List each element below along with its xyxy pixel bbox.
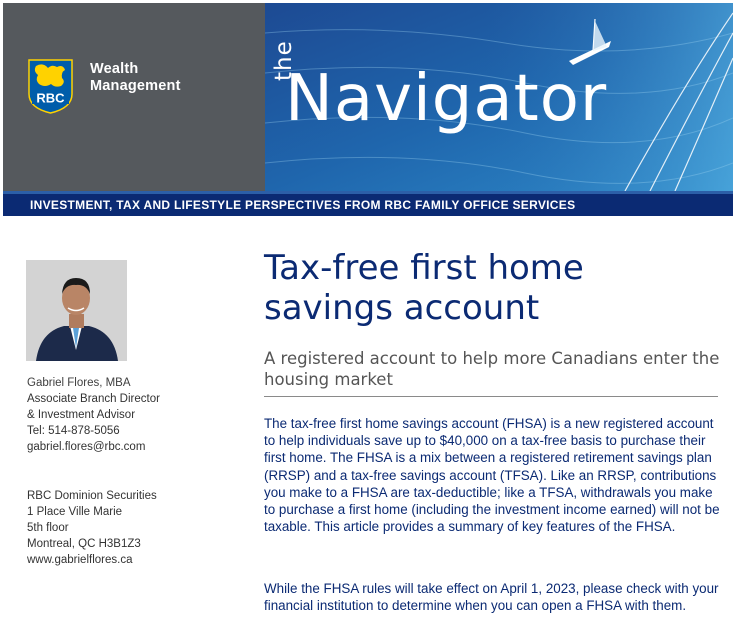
masthead-title: Navigator <box>285 62 608 136</box>
division-line-2: Management <box>90 78 181 94</box>
address-line-1: 1 Place Ville Marie <box>27 506 123 518</box>
divider <box>264 396 718 397</box>
rbc-logo <box>27 58 74 114</box>
advisor-phone: Tel: 514-878-5056 <box>27 425 120 437</box>
tagline-stripe <box>3 191 733 194</box>
advisor-email[interactable]: gabriel.flores@rbc.com <box>27 441 146 453</box>
rbc-logo-text: RBC <box>36 90 65 106</box>
address-line-2: 5th floor <box>27 522 69 534</box>
article-paragraph-2: While the FHSA rules will take effect on April 1, 2023, please check with your financial institution to determine when you can open a FHSA with them. <box>264 581 719 614</box>
logo-panel <box>3 3 265 191</box>
office-address <box>27 488 157 568</box>
masthead <box>3 3 733 216</box>
advisor-photo <box>26 260 127 361</box>
advisor-contact <box>27 375 160 455</box>
address-city: Montreal, QC H3B1Z3 <box>27 538 141 550</box>
article-subtitle: A registered account to help more Canadians enter the housing market <box>264 349 720 389</box>
tagline-bar <box>3 191 733 216</box>
article-paragraph-1: The tax-free first home savings account (FHSA) is a new registered account to help individuals save up to $40,000 on a tax-free basis to purchase their first home. The FHSA is a mix between a registered retirement savings plan (RRSP) and a tax-free savings account (TFSA). Like an RRSP, contributions you make to a FHSA are tax-deductible; like a TFSA, withdrawals you make to purchase a first home (including the investment income earned) will not be taxable. This article provides a summary of key features of the FHSA. <box>264 416 720 535</box>
tagline: INVESTMENT, TAX AND LIFESTYLE PERSPECTIVES FROM RBC FAMILY OFFICE SERVICES <box>30 198 576 212</box>
advisor-title-line-2: & Investment Advisor <box>27 409 136 421</box>
advisor-title-line-1: Associate Branch Director <box>27 393 160 405</box>
masthead-the: the <box>271 40 297 81</box>
website-link[interactable]: www.gabrielflores.ca <box>27 554 133 566</box>
advisor-name: Gabriel Flores, MBA <box>27 377 131 389</box>
firm-name: RBC Dominion Securities <box>27 490 157 502</box>
division-name <box>90 61 181 95</box>
article-title: Tax-free first home savings account <box>264 248 584 328</box>
division-line-1: Wealth <box>90 61 139 77</box>
